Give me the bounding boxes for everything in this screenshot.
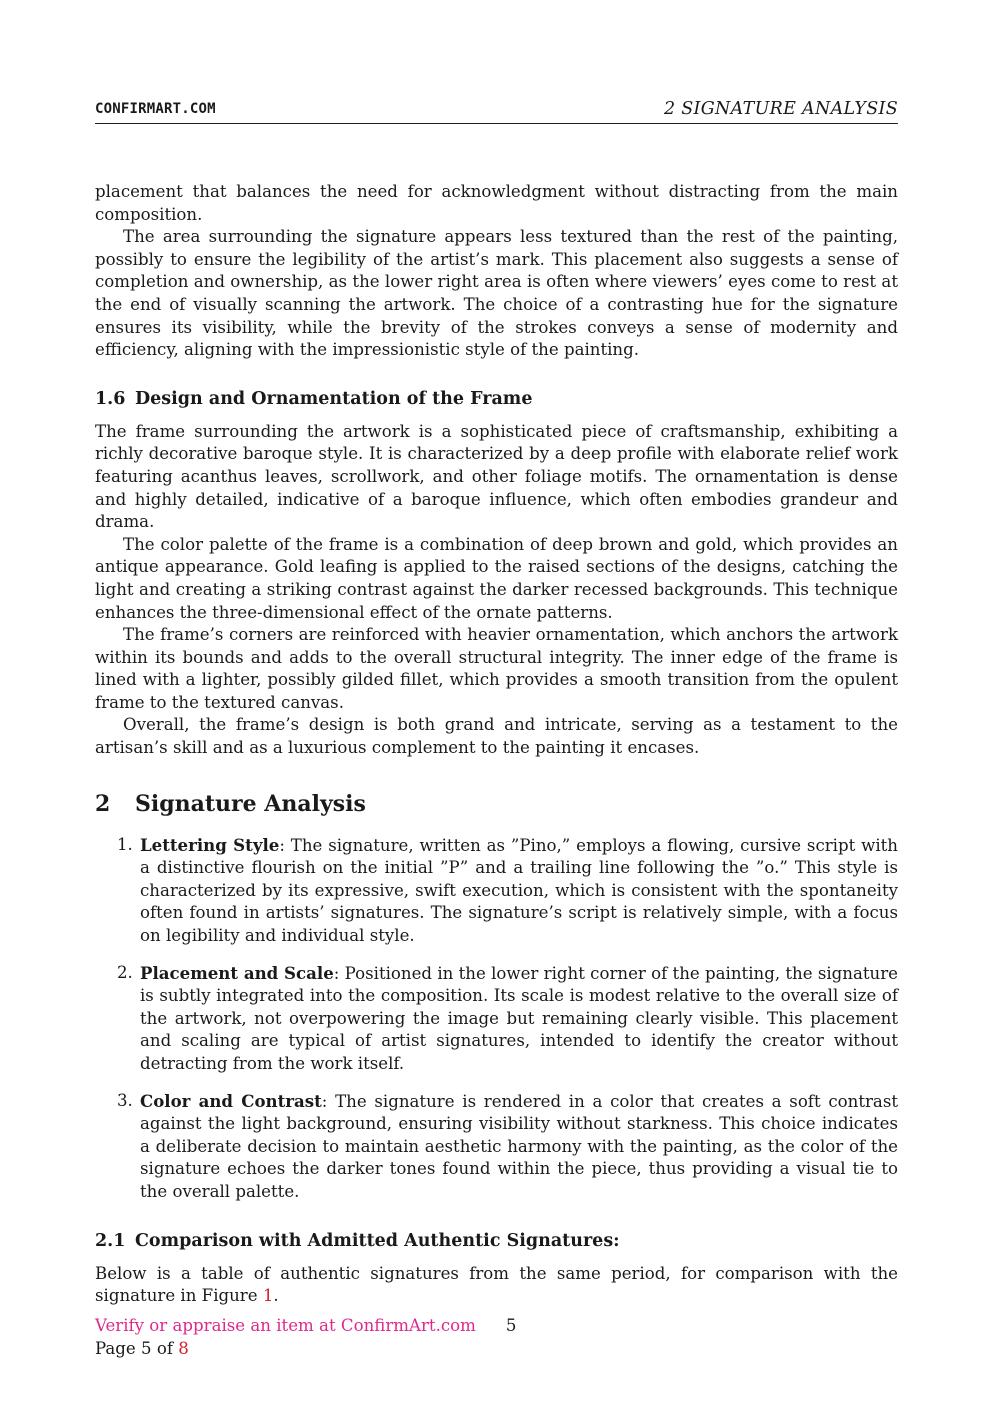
page-footer bbox=[95, 1314, 516, 1360]
document-page bbox=[95, 0, 898, 1404]
paragraph-frame-4: Overall, the frame’s design is both grand and intricate, serving as a testament to the artisan’s skill and as a luxurious complement to the painting it encases. bbox=[95, 715, 898, 758]
paragraph-continued: placement that balances the need for acknowledgment without distracting from the main composition. bbox=[95, 182, 898, 224]
paragraph-frame-1: The frame surrounding the artwork is a sophisticated piece of craftsmanship, exhibiting a richly decorative baroque style. It is characterized by a deep profile with elaborate relief work featuring acanthus leaves, scrollwork, and other foliage motifs. The ornamentation is dense and highly detailed, indicative of a baroque influence, which often embodies grandeur and drama. bbox=[95, 421, 898, 532]
list-text: : The signature is rendered in a color that creates a soft contrast against the light background, ensuring visibility without starkness. This choice indicates a deliberate decision to maintain aesthetic harmony with the painting, as the color of the signature echoes the darker tones found within the piece, thus providing a visual tie to the overall palette. bbox=[140, 1091, 898, 1201]
list-item bbox=[95, 962, 898, 1076]
list-number: 2. bbox=[117, 962, 133, 982]
paragraph-frame-2: The color palette of the frame is a combination of deep brown and gold, which provides an antique appearance. Gold leafing is applied to the raised sections of the designs, catching the light and creating a striking contrast against the darker recessed backgrounds. This technique enhances the three-dimensional effect of the ornate patterns. bbox=[95, 534, 898, 622]
section-number: 2.1 bbox=[95, 1230, 126, 1251]
page-label: Page 5 of bbox=[95, 1339, 179, 1358]
paragraph-table-intro bbox=[95, 1263, 898, 1308]
section-heading-1-6 bbox=[95, 388, 898, 410]
table-intro-end: . bbox=[273, 1286, 279, 1306]
list-term: Color and Contrast bbox=[140, 1090, 322, 1111]
page-header bbox=[95, 99, 898, 124]
list-item bbox=[95, 1090, 898, 1204]
list-item bbox=[95, 834, 898, 948]
section-number: 1.6 bbox=[95, 388, 126, 409]
table-intro-text: Below is a table of authentic signatures from the same period, for comparison with the signature in Figure bbox=[95, 1263, 898, 1306]
confirmart-link[interactable]: Verify or appraise an item at ConfirmArt.com bbox=[95, 1316, 476, 1335]
site-logo: CONFIRMART.COM bbox=[95, 101, 216, 117]
section-number: 2 bbox=[95, 790, 111, 817]
list-term: Lettering Style bbox=[140, 834, 280, 855]
list-term: Placement and Scale bbox=[140, 962, 334, 983]
paragraph-signature-area: The area surrounding the signature appears less textured than the rest of the painting, possibly to ensure the legibility of the artist’s mark. This placement also suggests a sense of completion and ownership, as the lower right area is often where viewers’ eyes come to rest at the end of visually scanning the artwork. The choice of a contrasting hue for the signature ensures its visibility, while the brevity of the strokes conveys a sense of modernity and efficiency, aligning with the impressionistic style of the painting. bbox=[95, 227, 898, 360]
page-number: 5 bbox=[505, 1316, 517, 1335]
section-heading-2-1 bbox=[95, 1230, 898, 1252]
signature-analysis-list bbox=[95, 834, 898, 1204]
total-pages-link[interactable]: 8 bbox=[178, 1339, 189, 1358]
list-text: : The signature, written as ”Pino,” employs a flowing, cursive script with a distinctive flourish on the initial ”P” and a trailing line following the ”o.” This style is characterized by its expressive, swift execution, which is consistent with the spontaneity often found in artists’ signatures. The signature’s script is relatively simple, with a focus on legibility and individual style. bbox=[140, 835, 898, 946]
running-head: 2 SIGNATURE ANALYSIS bbox=[663, 99, 898, 119]
section-title: Signature Analysis bbox=[135, 790, 366, 817]
section-title: Comparison with Admitted Authentic Signatures: bbox=[135, 1230, 620, 1251]
list-text: : Positioned in the lower right corner of the painting, the signature is subtly integrated into the composition. Its scale is modest relative to the overall size of the artwork, not overpowering the image but remaining clearly visible. This placement and scaling are typical of artist signatures, intended to identify the creator without detracting from the work itself. bbox=[140, 963, 898, 1073]
document-body bbox=[95, 181, 898, 1308]
section-title: Design and Ornamentation of the Frame bbox=[135, 388, 533, 409]
list-number: 1. bbox=[117, 834, 133, 854]
paragraph-frame-3: The frame’s corners are reinforced with heavier ornamentation, which anchors the artwork within its bounds and adds to the overall structural integrity. The inner edge of the frame is lined with a lighter, possibly gilded fillet, which provides a smooth transition from the opulent frame to the textured canvas. bbox=[95, 625, 898, 712]
section-heading-2 bbox=[95, 790, 898, 818]
page-count bbox=[95, 1337, 516, 1360]
figure-reference-link[interactable]: 1 bbox=[262, 1286, 274, 1306]
list-number: 3. bbox=[117, 1090, 133, 1110]
